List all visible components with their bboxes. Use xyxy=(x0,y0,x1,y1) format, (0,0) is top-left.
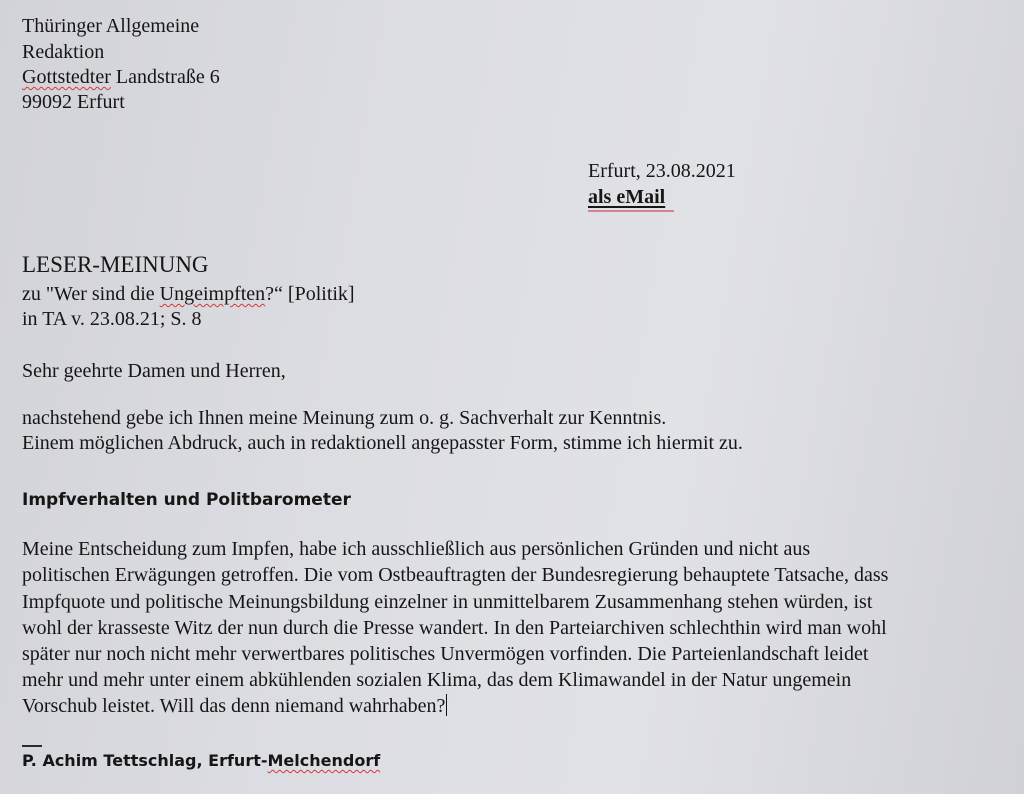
date-line: Erfurt, 23.08.2021 xyxy=(588,160,736,182)
body-line-last xyxy=(22,694,447,719)
reference-issue: in TA v. 23.08.21; S. 8 xyxy=(22,308,202,330)
intro-line: Einem möglichen Abdruck, auch in redaktionell angepasster Form, stimme ich hiermit zu. xyxy=(22,432,743,454)
delivery-note xyxy=(588,185,665,210)
recipient-department: Redaktion xyxy=(22,41,105,63)
spellcheck-mark xyxy=(588,210,674,212)
recipient-street-rest: Landstraße 6 xyxy=(110,66,220,88)
reference-article xyxy=(22,282,355,307)
spellcheck-word: Melchendorf xyxy=(267,751,381,770)
body-line: Meine Entscheidung zum Impfen, habe ich ausschließlich aus persönlichen Gründen und nicht aus xyxy=(22,538,811,560)
body-line: politischen Erwägungen getroffen. Die vom Ostbeauftragten der Bundesregierung behauptete Tatsache, dass xyxy=(22,564,889,586)
body-line: mehr und mehr unter einem abkühlenden sozialen Klima, das dem Klimawandel in der Natur ungemein xyxy=(22,669,852,691)
recipient-city: 99092 Erfurt xyxy=(22,91,125,113)
salutation: Sehr geehrte Damen und Herren, xyxy=(22,360,286,382)
body-line: Vorschub leistet. Will das denn niemand wahrhaben? xyxy=(22,695,446,717)
spellcheck-word: Gottstedter xyxy=(22,66,111,88)
recipient-name: Thüringer Allgemeine xyxy=(22,15,200,37)
text-cursor[interactable] xyxy=(446,694,447,716)
spellcheck-word: Ungeimpften xyxy=(159,283,266,305)
reference-prefix: zu "Wer sind die xyxy=(22,283,160,305)
intro-line: nachstehend gebe ich Ihnen meine Meinung zum o. g. Sachverhalt zur Kenntnis. xyxy=(22,407,667,429)
reference-suffix: ?“ [Politik] xyxy=(265,283,355,305)
body-line: später nur noch nicht mehr verwertbares politisches Unvermögen vorfinden. Die Parteienlandschaft leidet xyxy=(22,643,869,665)
body-line: wohl der krasseste Witz der nun durch die Presse wandert. In den Parteiarchiven schlechthin wird man wohl xyxy=(22,617,887,639)
opinion-heading: Impfverhalten und Politbarometer xyxy=(22,490,351,510)
recipient-street xyxy=(22,65,220,90)
signature-separator xyxy=(22,745,42,747)
signature-name: P. Achim Tettschlag, Erfurt- xyxy=(22,751,268,770)
signature xyxy=(22,748,380,773)
body-line: Impfquote und politische Meinungsbildung einzelner in unmittelbarem Zusammenhang stehen würden, ist xyxy=(22,591,873,613)
letter-type-title: LESER-MEINUNG xyxy=(22,252,209,277)
delivery-note-text: als eMail xyxy=(588,186,666,208)
